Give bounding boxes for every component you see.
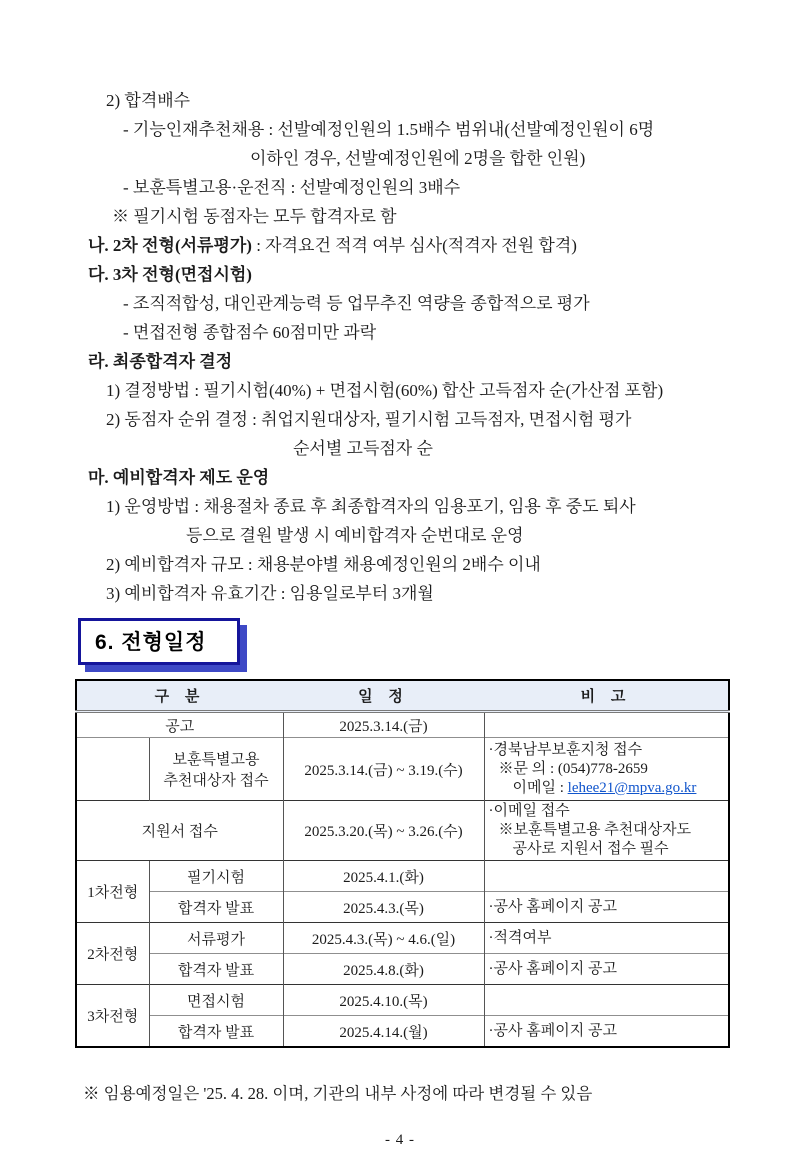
gonggo-date: 2025.3.14.(금) bbox=[283, 712, 484, 738]
round1-r2-label: 합격자 발표 bbox=[149, 892, 283, 923]
line-reserve-method-1: 1) 운영방법 : 채용절차 종료 후 최종합격자의 임용포기, 임용 후 중도 퇴사 bbox=[106, 497, 636, 516]
section6-title-box bbox=[78, 618, 240, 665]
round1-r2-remark: ·공사 홈페이지 공고 bbox=[484, 892, 729, 923]
heading-round2-bold: 나. 2차 전형(서류평가) bbox=[88, 236, 252, 255]
gonggo-label: 공고 bbox=[165, 718, 195, 735]
round1-r1-remark bbox=[484, 861, 729, 892]
round1-group-label: 1차전형 bbox=[76, 861, 149, 923]
jiwonseo-remark bbox=[484, 801, 729, 861]
gonggo-remark bbox=[484, 712, 729, 738]
schedule-table bbox=[75, 679, 730, 1048]
line-reserve-method-2: 등으로 결원 발생 시 예비합격자 순번대로 운영 bbox=[186, 526, 524, 545]
row-jiwonseo bbox=[76, 801, 729, 861]
page-number: - 4 - bbox=[385, 1132, 415, 1148]
jiwonseo-label: 지원서 접수 bbox=[76, 801, 283, 861]
round3-group-label: 3차전형 bbox=[76, 985, 149, 1048]
line-reserve-valid: 3) 예비합격자 유효기간 : 임용일로부터 3개월 bbox=[106, 584, 434, 603]
jiwonseo-date: 2025.3.20.(목) ~ 3.26.(수) bbox=[283, 801, 484, 861]
row-round1-written bbox=[76, 861, 729, 892]
bohun-date: 2025.3.14.(금) ~ 3.19.(수) bbox=[283, 738, 484, 801]
line-tie-note: ※ 필기시험 동점자는 모두 합격자로 함 bbox=[112, 207, 397, 226]
bohun-remark bbox=[484, 738, 729, 801]
heading-round3: 다. 3차 전형(면접시험) bbox=[88, 265, 252, 284]
round2-group-label: 2차전형 bbox=[76, 923, 149, 985]
heading-round2 bbox=[0, 231, 800, 260]
col-header-iljung: 일 정 bbox=[283, 680, 484, 712]
heading-final-decision: 라. 최종합격자 결정 bbox=[88, 352, 233, 371]
round3-r1-date: 2025.4.10.(목) bbox=[283, 985, 484, 1016]
line-tiebreak-2: 순서별 고득점자 순 bbox=[293, 439, 433, 458]
round2-r1-remark: ·적격여부 bbox=[484, 923, 729, 954]
line-func-recommend-2: 이하인 경우, 선발예정인원에 2명을 합한 인원) bbox=[250, 149, 586, 168]
round1-r2-date: 2025.4.3.(목) bbox=[283, 892, 484, 923]
col-header-gubun: 구 분 bbox=[76, 680, 283, 712]
appointment-footnote: ※ 임용예정일은 '25. 4. 28. 이며, 기관의 내부 사정에 따라 변경될 수 있음 bbox=[83, 1084, 593, 1103]
section6-title: 6. 전형일정 bbox=[95, 631, 207, 654]
round2-r2-remark: ·공사 홈페이지 공고 bbox=[484, 954, 729, 985]
bohun-label bbox=[149, 738, 283, 801]
heading-reserve: 마. 예비합격자 제도 운영 bbox=[88, 468, 270, 487]
heading-round2-rest: : 자격요건 적격 여부 심사(적격자 전원 합격) bbox=[251, 236, 577, 255]
round2-r2-date: 2025.4.8.(화) bbox=[283, 954, 484, 985]
row-round2-docs bbox=[76, 923, 729, 954]
round1-r1-label: 필기시험 bbox=[149, 861, 283, 892]
line-pass-multiple-title: 2) 합격배수 bbox=[106, 91, 191, 110]
line-bohun-driver: - 보훈특별고용·운전직 : 선발예정인원의 3배수 bbox=[123, 178, 461, 197]
row-round3-interview bbox=[76, 985, 729, 1016]
jiwonseo-remark-line3: 공사로 지원서 접수 필수 bbox=[512, 841, 669, 857]
line-final-method: 1) 결정방법 : 필기시험(40%) + 면접시험(60%) 합산 고득점자 순(가산점 포함) bbox=[106, 381, 664, 400]
table-header-row bbox=[76, 680, 729, 712]
round1-r1-date: 2025.4.1.(화) bbox=[283, 861, 484, 892]
round2-r1-label: 서류평가 bbox=[149, 923, 283, 954]
bohun-remark-line3 bbox=[489, 779, 725, 798]
round2-r1-date: 2025.4.3.(목) ~ 4.6.(일) bbox=[283, 923, 484, 954]
bohun-label-line1: 보훈특별고용 bbox=[172, 752, 260, 768]
row-round1-announce bbox=[76, 892, 729, 923]
bohun-empty-cell bbox=[76, 738, 149, 801]
bohun-email-label: 이메일 : bbox=[512, 779, 568, 796]
row-round3-announce bbox=[76, 1016, 729, 1048]
round3-r1-label: 면접시험 bbox=[149, 985, 283, 1016]
row-round2-announce bbox=[76, 954, 729, 985]
line-reserve-scale: 2) 예비합격자 규모 : 채용분야별 채용예정인원의 2배수 이내 bbox=[106, 555, 541, 574]
line-round3-item1: - 조직적합성, 대인관계능력 등 업무추진 역량을 종합적으로 평가 bbox=[123, 294, 590, 313]
col-header-bigo: 비 고 bbox=[484, 680, 729, 712]
row-bohun-apply bbox=[76, 738, 729, 801]
round3-r2-date: 2025.4.14.(월) bbox=[283, 1016, 484, 1048]
round3-r1-remark bbox=[484, 985, 729, 1016]
round2-r2-label: 합격자 발표 bbox=[149, 954, 283, 985]
jiwonseo-remark-line1: ·이메일 접수 bbox=[488, 803, 570, 819]
round3-r2-remark: ·공사 홈페이지 공고 bbox=[484, 1016, 729, 1048]
bohun-email-link[interactable]: lehee21@mpva.go.kr bbox=[567, 779, 697, 796]
row-gonggo bbox=[76, 712, 729, 738]
bohun-remark-line2: ※문 의 : (054)778-2659 bbox=[498, 760, 648, 777]
line-tiebreak-1: 2) 동점자 순위 결정 : 취업지원대상자, 필기시험 고득점자, 면접시험 평가 bbox=[106, 410, 632, 429]
line-func-recommend-1: - 기능인재추천채용 : 선발예정인원의 1.5배수 범위내(선발예정인원이 6명 bbox=[123, 120, 655, 139]
bohun-remark-line1: ·경북남부보훈지청 접수 bbox=[488, 741, 643, 758]
jiwonseo-remark-line2: ※보훈특별고용 추천대상자도 bbox=[498, 822, 692, 838]
round3-r2-label: 합격자 발표 bbox=[149, 1016, 283, 1048]
line-round3-item2: - 면접전형 종합점수 60점미만 과락 bbox=[123, 323, 377, 342]
bohun-label-line2: 추천대상자 접수 bbox=[163, 773, 269, 789]
